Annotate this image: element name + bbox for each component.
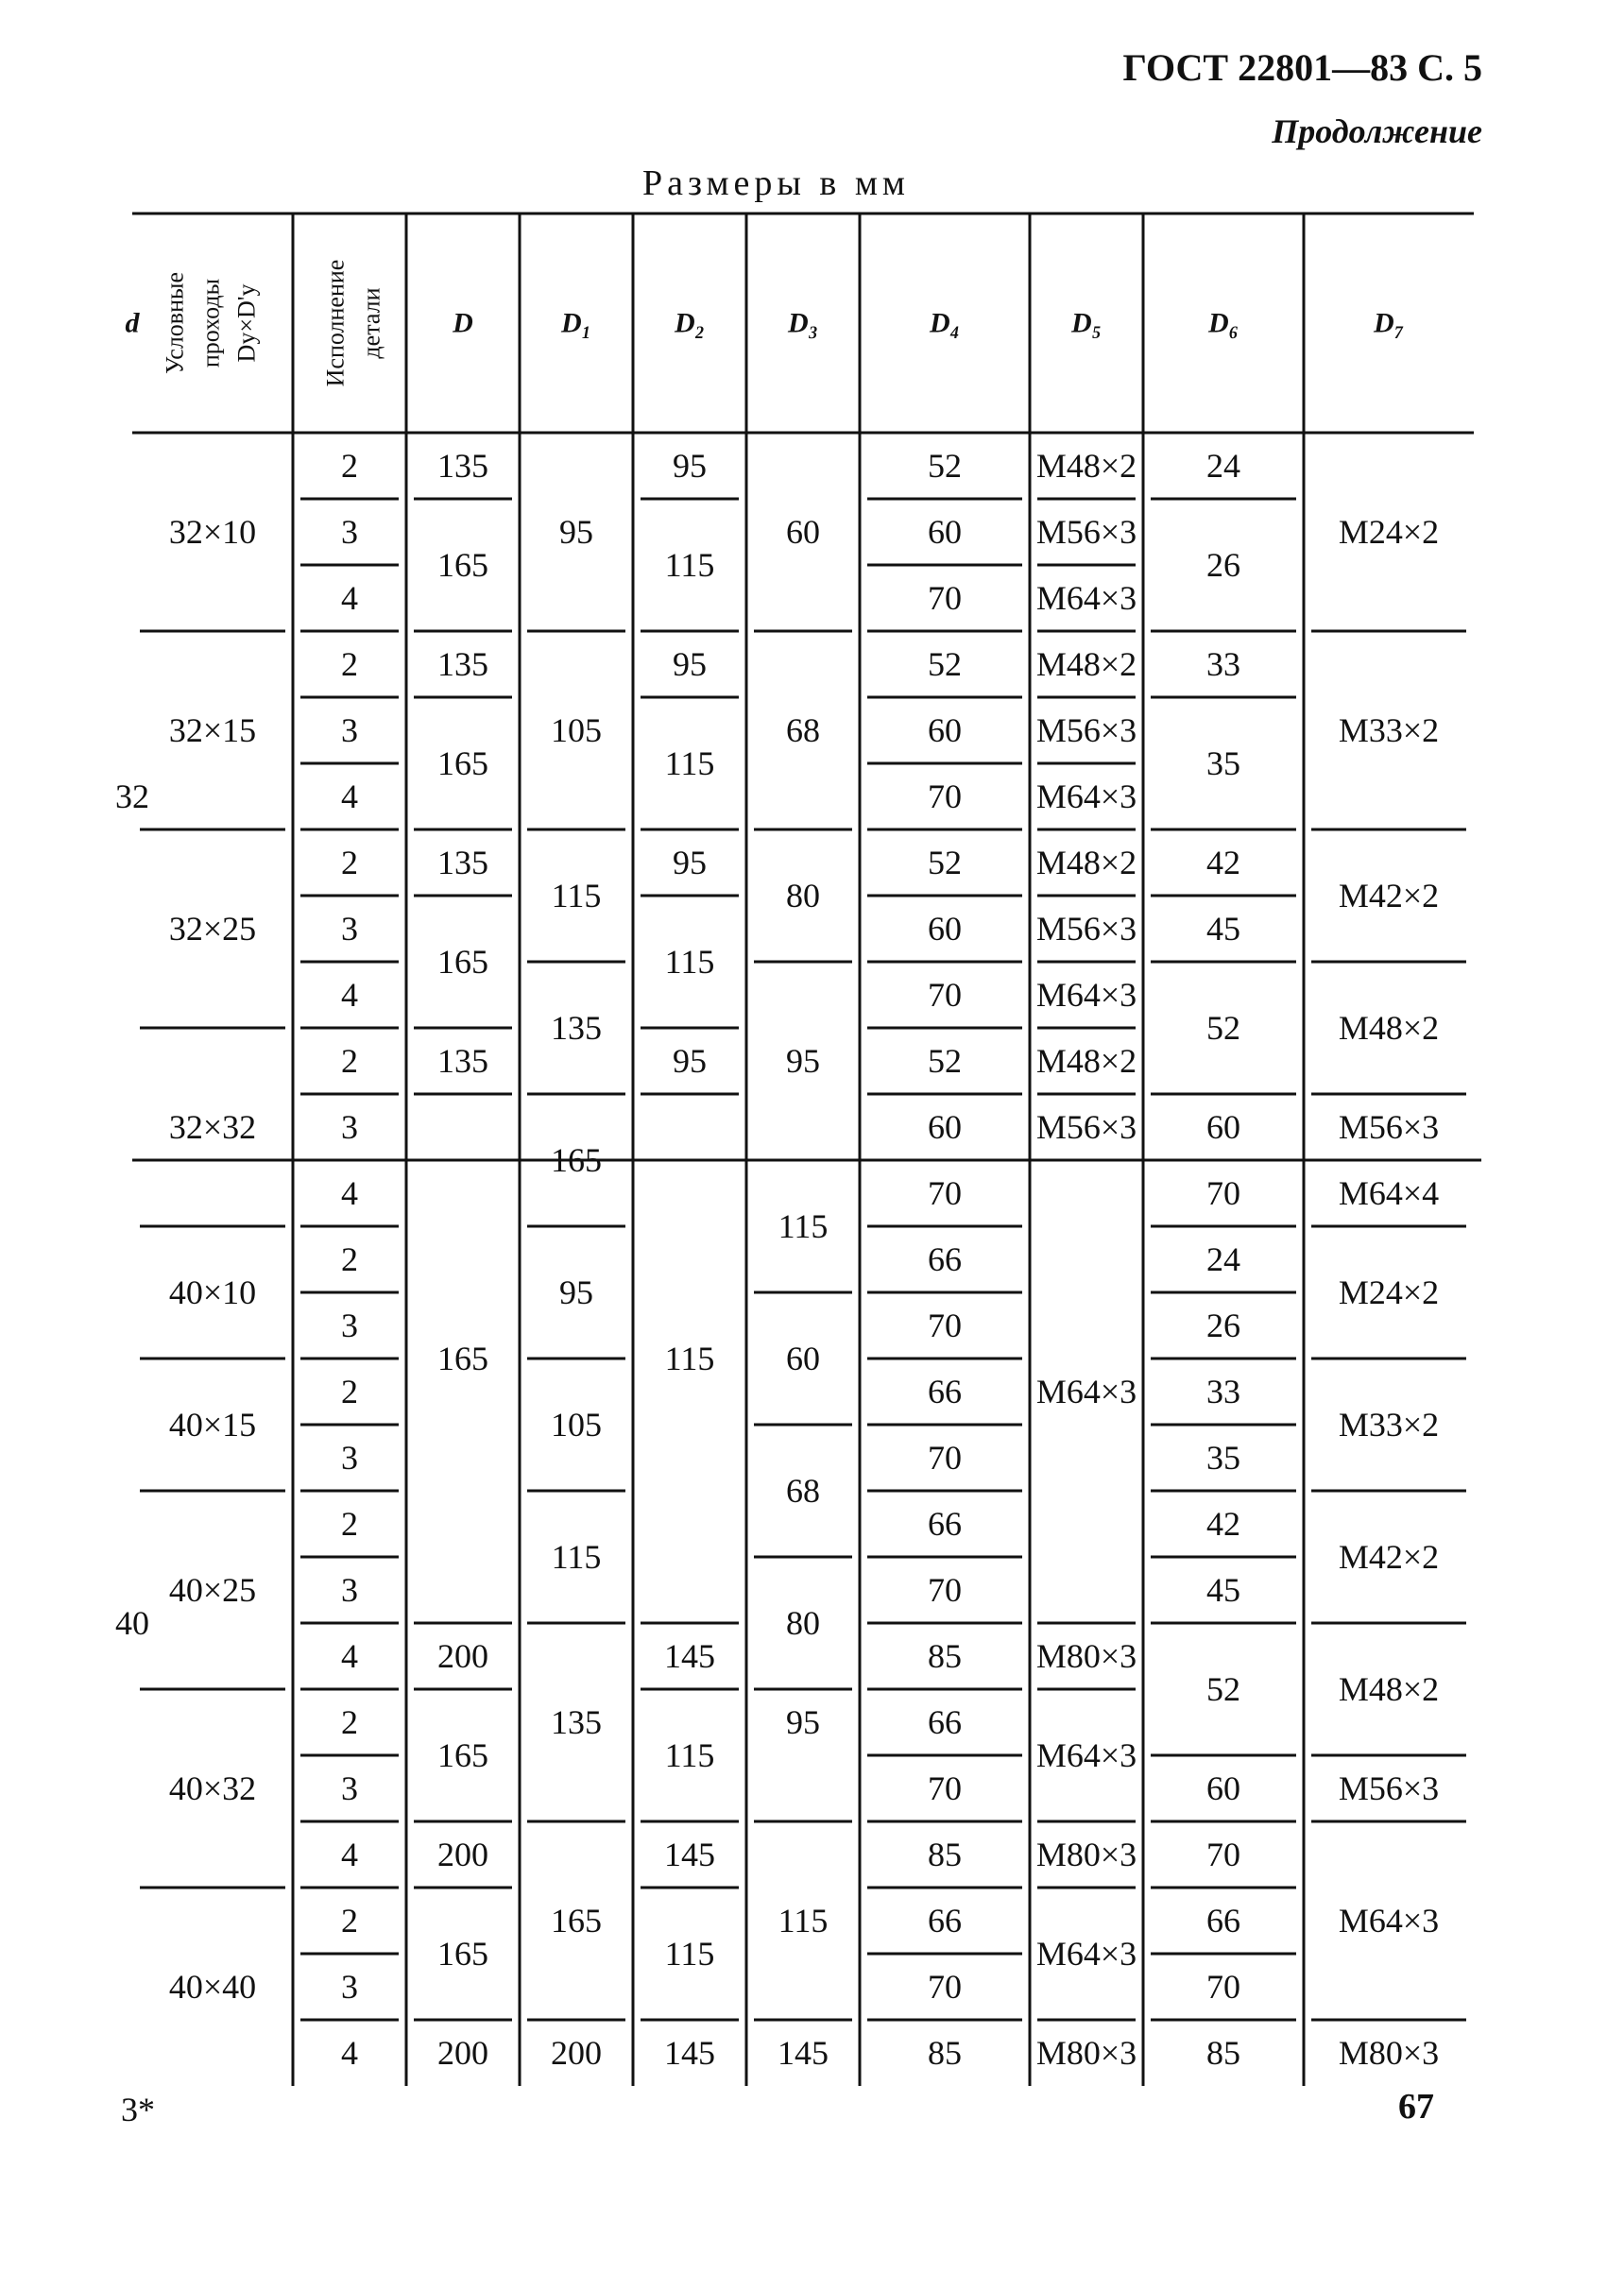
variant-cell: 2	[341, 1902, 358, 1940]
variant-cell: 2	[341, 1505, 358, 1543]
D6-cell: 52	[1206, 1009, 1240, 1047]
D5-cell: М48×2	[1035, 1042, 1137, 1080]
D-cell: 135	[437, 844, 488, 881]
D4-cell: 52	[928, 1042, 962, 1080]
D1-cell: 105	[551, 711, 602, 749]
D1-cell: 135	[551, 1703, 602, 1741]
header-D: D	[453, 307, 473, 339]
header-passages-line: Условные	[161, 272, 189, 374]
passages-cell: 40×32	[168, 1769, 257, 1807]
D1-cell: 95	[559, 513, 593, 551]
D5-cell: М80×3	[1035, 1637, 1137, 1675]
D-cell: 165	[437, 744, 488, 782]
D-cell: 135	[437, 1042, 488, 1080]
variant-cell: 2	[341, 1373, 358, 1410]
D-cell: 165	[437, 1736, 488, 1774]
D2-cell: 95	[673, 1042, 707, 1080]
D1-cell: 165	[551, 1141, 602, 1179]
D4-cell: 60	[928, 910, 962, 948]
D5-cell: М80×3	[1035, 1836, 1137, 1873]
D6-cell: 24	[1206, 447, 1240, 485]
passages-cell: 40×25	[168, 1571, 257, 1609]
variant-cell: 2	[341, 447, 358, 485]
D7-cell: М42×2	[1338, 877, 1440, 914]
header-variant-line: детали	[357, 287, 385, 359]
D2-cell: 115	[664, 943, 715, 981]
passages-cell: 32×25	[168, 910, 257, 948]
D6-cell: 70	[1206, 1174, 1240, 1212]
D3-cell: 145	[778, 2034, 829, 2072]
header-D1: D₁	[560, 307, 592, 339]
D5-cell: М48×2	[1035, 844, 1137, 881]
D4-cell: 66	[928, 1703, 962, 1741]
D-cell: 200	[437, 1836, 488, 1873]
D5-cell: М56×3	[1035, 513, 1137, 551]
D-cell: 200	[437, 2034, 488, 2072]
D7-cell: М42×2	[1338, 1538, 1440, 1576]
variant-cell: 2	[341, 844, 358, 881]
D7-cell: М80×3	[1338, 2034, 1440, 2072]
D4-cell: 52	[928, 645, 962, 683]
variant-cell: 4	[341, 579, 358, 617]
D6-cell: 60	[1206, 1108, 1240, 1146]
signature-mark: 3*	[121, 2091, 155, 2128]
passages-cell: 40×10	[168, 1273, 257, 1311]
D1-cell: 200	[551, 2034, 602, 2072]
variant-cell: 4	[341, 976, 358, 1014]
variant-cell: 4	[341, 1174, 358, 1212]
D5-cell: М64×3	[1035, 1736, 1137, 1774]
variant-cell: 2	[341, 1042, 358, 1080]
D7-cell: М56×3	[1338, 1769, 1440, 1807]
passages-cell: 32×15	[168, 711, 257, 749]
D5-cell: М80×3	[1035, 2034, 1137, 2072]
D3-cell: 80	[786, 1604, 820, 1642]
D4-cell: 52	[928, 844, 962, 881]
D5-cell: М64×3	[1035, 1935, 1137, 1973]
D6-cell: 66	[1206, 1902, 1240, 1940]
D7-cell: М64×4	[1338, 1174, 1440, 1212]
header-passages-line: проходы	[197, 278, 225, 368]
D5-cell: М56×3	[1035, 910, 1137, 948]
header-D7: D₇	[1373, 307, 1405, 339]
D-cell: 165	[437, 1935, 488, 1973]
d-cell: 40	[115, 1604, 149, 1642]
D6-cell: 42	[1206, 1505, 1240, 1543]
variant-cell: 3	[341, 1307, 358, 1344]
D2-cell: 95	[673, 447, 707, 485]
header-D5: D₅	[1070, 307, 1103, 339]
passages-cell: 32×32	[168, 1108, 257, 1146]
header-D6: D₆	[1207, 307, 1239, 339]
D1-cell: 115	[551, 1538, 602, 1576]
D6-cell: 45	[1206, 1571, 1240, 1609]
variant-cell: 3	[341, 513, 358, 551]
D4-cell: 70	[928, 1769, 962, 1807]
passages-cell: 40×15	[168, 1406, 257, 1444]
D3-cell: 60	[786, 1340, 820, 1377]
D6-cell: 35	[1206, 744, 1240, 782]
D4-cell: 70	[928, 1968, 962, 2006]
D7-cell: М24×2	[1338, 1273, 1440, 1311]
D5-cell: М56×3	[1035, 711, 1137, 749]
variant-cell: 4	[341, 1637, 358, 1675]
D4-cell: 70	[928, 1307, 962, 1344]
D6-cell: 26	[1206, 546, 1240, 584]
variant-cell: 3	[341, 910, 358, 948]
D6-cell: 35	[1206, 1439, 1240, 1477]
D4-cell: 60	[928, 711, 962, 749]
D1-cell: 95	[559, 1273, 593, 1311]
D1-cell: 115	[551, 877, 602, 914]
D7-cell: М48×2	[1338, 1670, 1440, 1708]
D2-cell: 95	[673, 645, 707, 683]
D2-cell: 115	[664, 744, 715, 782]
D5-cell: М64×3	[1035, 778, 1137, 815]
D6-cell: 52	[1206, 1670, 1240, 1708]
d-cell: 32	[115, 778, 149, 815]
header-passages-line: Dу×D'у	[232, 283, 261, 363]
D1-cell: 135	[551, 1009, 602, 1047]
D4-cell: 52	[928, 447, 962, 485]
D4-cell: 66	[928, 1373, 962, 1410]
D6-cell: 33	[1206, 645, 1240, 683]
variant-cell: 3	[341, 711, 358, 749]
D7-cell: М64×3	[1338, 1902, 1440, 1940]
standard-number: ГОСТ 22801—83 С. 5	[1122, 46, 1482, 89]
header-variant-line: Исполнение	[321, 259, 350, 387]
D7-cell: М48×2	[1338, 1009, 1440, 1047]
D4-cell: 70	[928, 976, 962, 1014]
D3-cell: 68	[786, 711, 820, 749]
D2-cell: 115	[664, 1340, 715, 1377]
D6-cell: 60	[1206, 1769, 1240, 1807]
D4-cell: 60	[928, 1108, 962, 1146]
D-cell: 135	[437, 645, 488, 683]
passages-cell: 32×10	[168, 513, 257, 551]
D4-cell: 70	[928, 1571, 962, 1609]
D2-cell: 145	[664, 1637, 715, 1675]
variant-cell: 2	[341, 645, 358, 683]
D6-cell: 45	[1206, 910, 1240, 948]
D6-cell: 42	[1206, 844, 1240, 881]
D4-cell: 70	[928, 1174, 962, 1212]
D6-cell: 70	[1206, 1836, 1240, 1873]
variant-cell: 3	[341, 1968, 358, 2006]
D6-cell: 24	[1206, 1240, 1240, 1278]
D3-cell: 68	[786, 1472, 820, 1510]
D3-cell: 60	[786, 513, 820, 551]
D4-cell: 70	[928, 1439, 962, 1477]
D6-cell: 33	[1206, 1373, 1240, 1410]
D6-cell: 70	[1206, 1968, 1240, 2006]
dimensions-note: Размеры в мм	[642, 163, 910, 203]
D5-cell: М64×3	[1035, 1373, 1137, 1410]
D2-cell: 95	[673, 844, 707, 881]
header-d: d	[125, 307, 140, 339]
D2-cell: 145	[664, 1836, 715, 1873]
D7-cell: М33×2	[1338, 711, 1440, 749]
D7-cell: М56×3	[1338, 1108, 1440, 1146]
variant-cell: 4	[341, 2034, 358, 2072]
header-D4: D₄	[929, 307, 961, 339]
D-cell: 135	[437, 447, 488, 485]
variant-cell: 4	[341, 778, 358, 815]
D4-cell: 85	[928, 2034, 962, 2072]
D5-cell: М56×3	[1035, 1108, 1137, 1146]
D7-cell: М24×2	[1338, 513, 1440, 551]
D-cell: 165	[437, 943, 488, 981]
D-cell: 165	[437, 1340, 488, 1377]
D4-cell: 85	[928, 1637, 962, 1675]
D7-cell: М33×2	[1338, 1406, 1440, 1444]
continuation-label: Продолжение	[1272, 112, 1482, 150]
D5-cell: М48×2	[1035, 645, 1137, 683]
variant-cell: 3	[341, 1439, 358, 1477]
D3-cell: 115	[778, 1902, 829, 1940]
D4-cell: 60	[928, 513, 962, 551]
variant-cell: 2	[341, 1703, 358, 1741]
header-D2: D₂	[674, 307, 706, 339]
D2-cell: 115	[664, 546, 715, 584]
D-cell: 165	[437, 546, 488, 584]
D6-cell: 85	[1206, 2034, 1240, 2072]
dimensions-table	[115, 214, 1474, 2072]
D3-cell: 80	[786, 877, 820, 914]
D5-cell: М64×3	[1035, 579, 1137, 617]
passages-cell: 40×40	[168, 1968, 257, 2006]
variant-cell: 3	[341, 1571, 358, 1609]
header-D3: D₃	[787, 307, 819, 339]
D4-cell: 70	[928, 579, 962, 617]
D4-cell: 66	[928, 1902, 962, 1940]
page-number: 67	[1398, 2087, 1434, 2127]
D4-cell: 70	[928, 778, 962, 815]
D1-cell: 165	[551, 1902, 602, 1940]
D6-cell: 26	[1206, 1307, 1240, 1344]
D5-cell: М48×2	[1035, 447, 1137, 485]
variant-cell: 2	[341, 1240, 358, 1278]
D1-cell: 105	[551, 1406, 602, 1444]
variant-cell: 3	[341, 1108, 358, 1146]
D4-cell: 85	[928, 1836, 962, 1873]
D-cell: 200	[437, 1637, 488, 1675]
D3-cell: 95	[786, 1042, 820, 1080]
variant-cell: 4	[341, 1836, 358, 1873]
variant-cell: 3	[341, 1769, 358, 1807]
D2-cell: 115	[664, 1935, 715, 1973]
D4-cell: 66	[928, 1505, 962, 1543]
D2-cell: 145	[664, 2034, 715, 2072]
D3-cell: 95	[786, 1703, 820, 1741]
D3-cell: 115	[778, 1207, 829, 1245]
D4-cell: 66	[928, 1240, 962, 1278]
D5-cell: М64×3	[1035, 976, 1137, 1014]
D2-cell: 115	[664, 1736, 715, 1774]
